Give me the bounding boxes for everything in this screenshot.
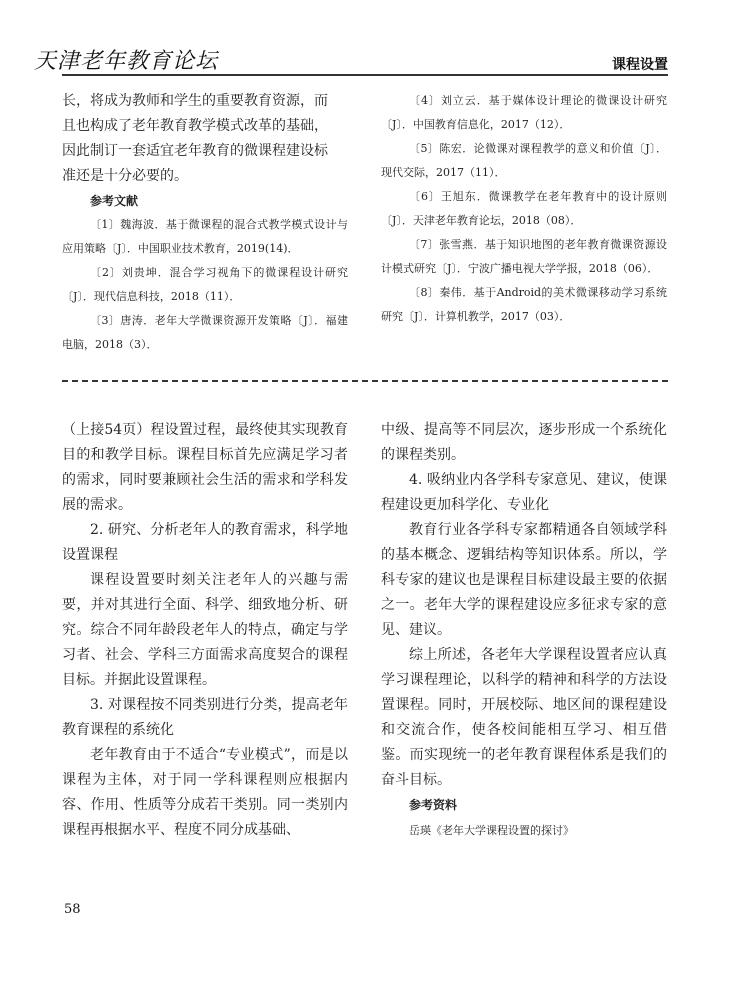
- paragraph: 课程设置要时刻关注老年人的兴趣与需要，并对其进行全面、科学、细致地分析、研究。综合不同年龄段老年人的特点，确定与学习者、社会、学科三方面需求高度契合的课程目标。并据此设置课程。: [62, 572, 348, 688]
- body-line: 因此制订一套适宜老年教育的微课程建设标: [62, 143, 328, 159]
- body-line: 长，将成为教师和学生的重要教育资源，而: [62, 93, 328, 109]
- reference-item: 岳瑛《老年大学课程设置的探讨》: [409, 824, 574, 837]
- top-left-column: [62, 89, 348, 357]
- reference-item: 〔6〕王旭东．微课教学在老年教育中的设计原则〔J〕．天津老年教育论坛，2018（08）．: [381, 190, 667, 227]
- subheading: 4. 吸纳业内各学科专家意见、建议，使课程建设更加科学化、专业化: [381, 472, 667, 513]
- reference-item: 〔1〕魏海波．基于微课程的混合式教学模式设计与应用策略〔J〕．中国职业技术教育，2019(14)．: [62, 218, 348, 255]
- paragraph: （上接54页）程设置过程，最终使其实现教育目的和教学目标。课程目标首先应满足学习者的需求，同时要兼顾社会生活的需求和学科发展的需求。: [62, 422, 348, 513]
- paragraph: 老年教育由于不适合“专业模式”，而是以课程为主体，对于同一学科课程则应根据内容、作用、性质等分成若干类别。同一类别内课程再根据水平、程度不同分成基础、: [62, 747, 348, 838]
- section-title: 课程设置: [612, 57, 668, 73]
- bottom-left-column: [62, 418, 348, 843]
- subheading: 3. 对课程按不同类别进行分类，提高老年教育课程的系统化: [62, 697, 348, 738]
- body-line: 且也构成了老年教育教学模式改革的基础，: [62, 118, 328, 134]
- reference-item: 〔4〕刘立云．基于媒体设计理论的微课设计研究〔J〕．中国教育信息化，2017（12）．: [381, 94, 667, 131]
- reference-item: 〔7〕张雪燕．基于知识地图的老年教育微课资源设计模式研究〔J〕．宁波广播电视大学学报，2018（06）．: [381, 238, 667, 275]
- bottom-right-column: [381, 418, 667, 843]
- paragraph: 中级、提高等不同层次，逐步形成一个系统化的课程类别。: [381, 422, 667, 463]
- references-heading: 参考资料: [409, 798, 458, 812]
- reference-item: 〔3〕唐涛．老年大学微课资源开发策略〔J〕．福建电脑，2018（3）．: [62, 314, 348, 351]
- reference-item: 〔2〕刘贵坤．混合学习视角下的微课程设计研究〔J〕．现代信息科技，2018（11）．: [62, 266, 348, 303]
- reference-item: 〔8〕秦伟．基于Android的美术微课移动学习系统研究〔J〕．计算机教学，2017（03）．: [381, 286, 667, 323]
- references-heading: 参考文献: [90, 194, 139, 208]
- section-divider: [62, 380, 668, 382]
- header-rule: [62, 74, 668, 76]
- top-right-column: [381, 89, 667, 329]
- reference-item: 〔5〕陈宏．论微课对课程教学的意义和价值〔J〕．现代交际，2017（11）．: [381, 142, 667, 179]
- subheading: 2. 研究、分析老年人的教育需求，科学地设置课程: [62, 522, 348, 563]
- page-number: 58: [64, 902, 81, 917]
- journal-logo: 天津老年教育论坛: [34, 49, 219, 74]
- paragraph: 综上所述，各老年大学课程设置者应认真学习课程理论，以科学的精神和科学的方法设置课程。同时，开展校际、地区间的课程建设和交流合作，使各校间能相互学习、相互借鉴。而实现统一的老年教育课程体系是我们的奋斗目标。: [381, 647, 667, 788]
- body-line: 准还是十分必要的。: [62, 168, 188, 184]
- paragraph: 教育行业各学科专家都精通各自领域学科的基本概念、逻辑结构等知识体系。所以，学科专家的建议也是课程目标建设最主要的依据之一。老年大学的课程建设应多征求专家的意见、建议。: [381, 522, 667, 638]
